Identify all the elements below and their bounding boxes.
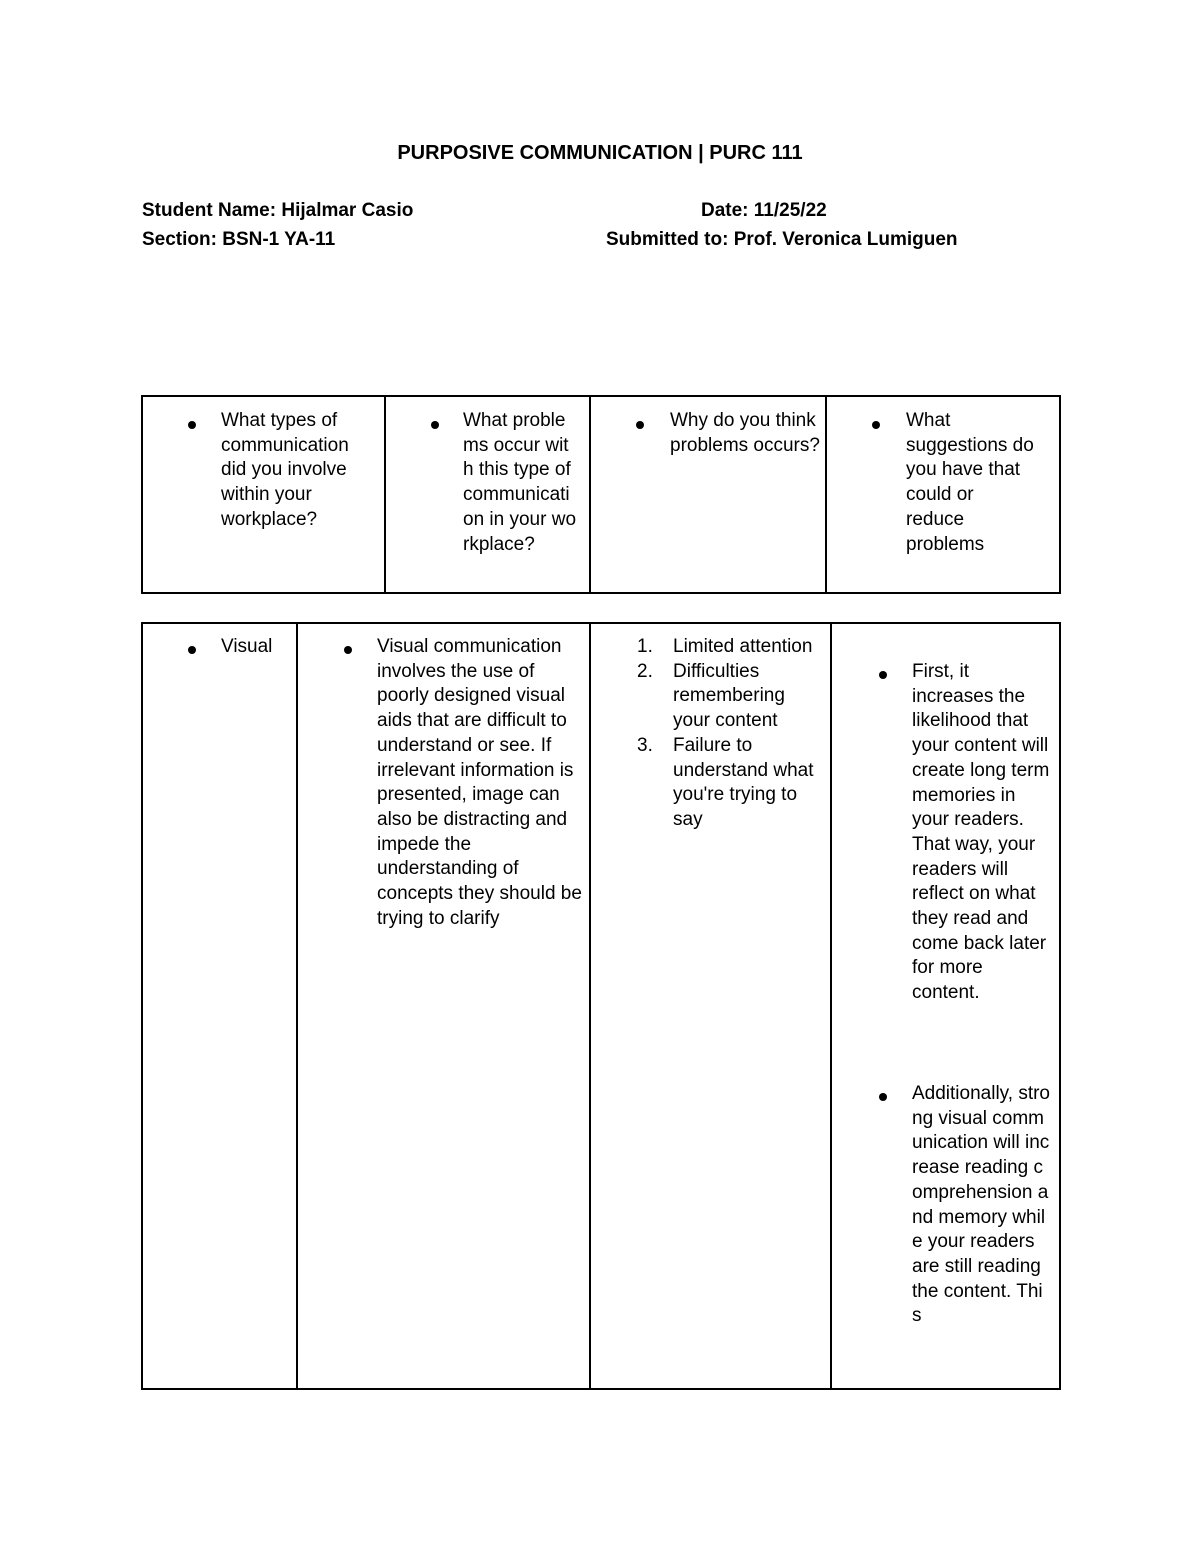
bullet-icon <box>879 671 887 679</box>
reason-item <box>637 635 817 660</box>
questions-table <box>141 395 1061 594</box>
question-text: Why do you think problems occurs? <box>670 410 820 456</box>
reasons-list <box>637 635 817 833</box>
question-cell <box>386 397 591 592</box>
reason-item <box>637 734 817 833</box>
question-text: What suggestions do you have that could or reduce problems <box>906 410 1034 555</box>
suggestion-text: First, it increases the likelihood that your content will create long term memories in your readers. That way, your readers will reflect on what they read and come back later for more content. <box>912 661 1050 1004</box>
answer-cell-reasons <box>591 624 832 1388</box>
bullet-icon <box>636 421 644 429</box>
bullet-icon <box>872 421 880 429</box>
question-cell <box>827 397 1059 592</box>
answer-cell-problem <box>298 624 591 1388</box>
date: Date: 11/25/22 <box>701 200 827 221</box>
reason-text: Limited attention <box>673 636 813 657</box>
section: Section: BSN-1 YA-11 <box>142 229 336 250</box>
problem-text: Visual communication involves the use of poorly designed visual aids that are difficult to understand or see. If irrelevant information is presented, image can also be distracting and impede the understanding of concepts they should be trying to clarify <box>377 636 582 929</box>
reason-text: Failure to understand what you're trying to say <box>673 734 814 830</box>
submitted-to: Submitted to: Prof. Veronica Lumiguen <box>606 229 958 250</box>
reason-text: Difficulties remembering your content <box>673 660 785 732</box>
student-name: Student Name: Hijalmar Casio <box>142 200 414 221</box>
question-text: What problems occur with this type of communication in your workplace? <box>463 410 577 555</box>
bullet-icon <box>879 1093 887 1101</box>
reason-number: 3. <box>637 734 653 756</box>
answer-cell-suggestions <box>832 624 1059 1388</box>
reason-number: 1. <box>637 636 653 657</box>
bullet-icon <box>188 646 196 654</box>
answers-table <box>141 622 1061 1390</box>
communication-type: Visual <box>221 636 273 657</box>
question-cell <box>591 397 827 592</box>
bullet-icon <box>344 646 352 654</box>
bullet-icon <box>431 421 439 429</box>
reason-number: 2. <box>637 660 653 682</box>
question-cell <box>143 397 386 592</box>
bullet-icon <box>188 421 196 429</box>
suggestion-text: Additionally, strong visual communication will increase reading comprehension and memory while your readers are still reading the content. This <box>912 1083 1050 1327</box>
answer-cell-type <box>143 624 298 1388</box>
document-title: PURPOSIVE COMMUNICATION | PURC 111 <box>397 142 803 164</box>
reason-item <box>637 660 817 734</box>
question-text: What types of communication did you involve within your workplace? <box>221 410 349 530</box>
